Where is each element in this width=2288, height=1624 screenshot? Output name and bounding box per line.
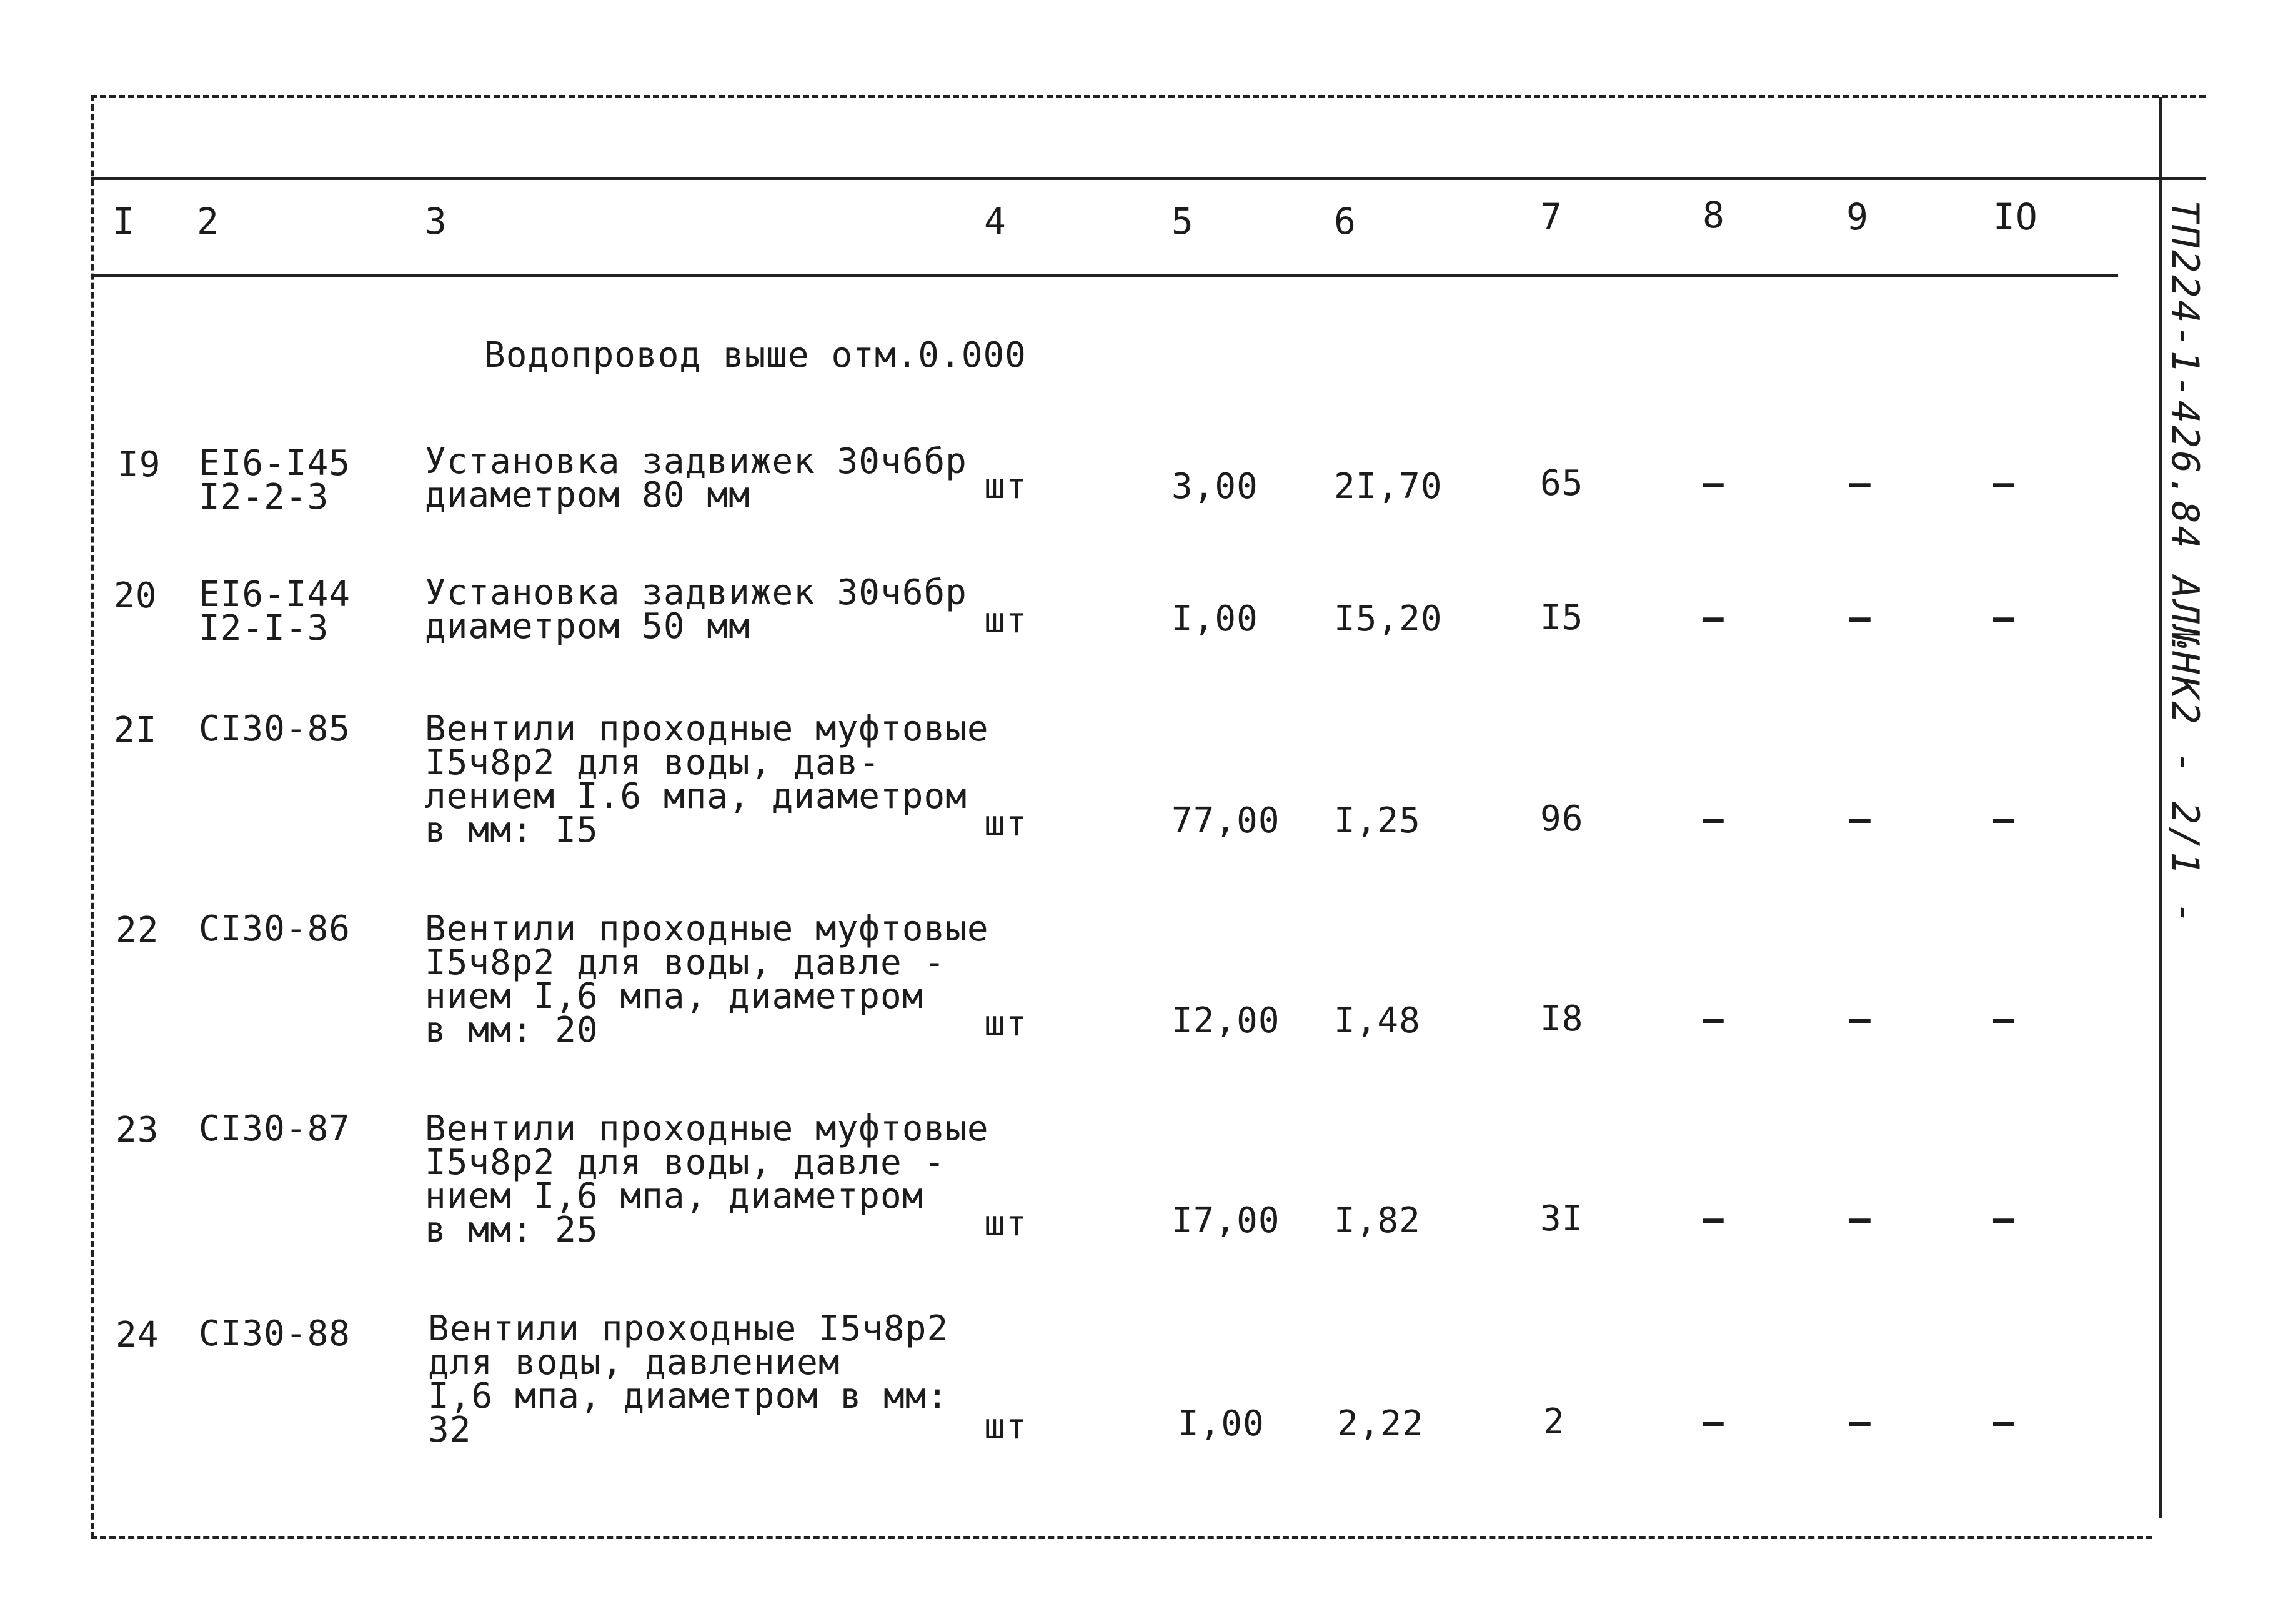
- side-document-code: [2163, 200, 2212, 927]
- row-description-line: диаметром 80 мм: [425, 475, 750, 516]
- col-header-2: 2: [197, 200, 219, 242]
- row-total: I5: [1540, 597, 1584, 638]
- row-quantity: 77,00: [1171, 800, 1280, 841]
- row-code: [199, 1313, 351, 1354]
- row-col8: –: [1703, 799, 1724, 839]
- row-code-line: I2-I-3: [199, 608, 329, 649]
- row-col10: –: [1993, 1402, 2015, 1442]
- row-total: 65: [1540, 463, 1584, 504]
- row-price: I,48: [1334, 1000, 1421, 1041]
- side-document-code-text: ТП224-1-426.84 АЛ№НК2 - 2/1 -: [2163, 200, 2207, 927]
- row-col9: –: [1849, 999, 1871, 1039]
- row-col10: –: [1993, 999, 2015, 1039]
- row-code-line: EI6-I45: [199, 443, 351, 484]
- row-description-line: Вентили проходные муфтовые: [425, 1108, 989, 1149]
- row-quantity: I,00: [1171, 599, 1258, 639]
- frame-left-line: [91, 95, 94, 1538]
- row-unit: шт: [984, 466, 1028, 507]
- row-code: [199, 443, 351, 517]
- frame-top-line: [91, 95, 2159, 98]
- row-col9: –: [1849, 1402, 1871, 1442]
- row-description-line: в мм: 20: [425, 1010, 599, 1050]
- row-description-line: I5ч8р2 для воды, дав-: [425, 742, 881, 783]
- row-description: [425, 441, 967, 516]
- row-unit: шт: [984, 600, 1028, 641]
- row-col9: –: [1849, 463, 1871, 504]
- section-title: Водопровод выше отм.0.000: [484, 335, 1027, 376]
- row-description-line: в мм: I5: [425, 810, 599, 850]
- row-description-line: лением I.6 мпа, диаметром: [425, 776, 967, 817]
- row-description-line: Установка задвижек 30ч6бр: [425, 441, 967, 482]
- row-code: [199, 909, 351, 949]
- row-description-line: в мм: 25: [425, 1210, 599, 1250]
- row-col10: –: [1993, 597, 2015, 638]
- row-code: [199, 1108, 351, 1149]
- row-col8: –: [1703, 1402, 1724, 1442]
- row-number: 23: [116, 1110, 159, 1150]
- col-header-8: 8: [1703, 194, 1725, 236]
- row-price: I,25: [1334, 800, 1421, 841]
- row-total: 96: [1540, 799, 1584, 839]
- row-code: [199, 574, 351, 649]
- col-header-1: I: [112, 200, 135, 242]
- col-header-6: 6: [1334, 200, 1356, 242]
- row-unit: шт: [984, 1004, 1028, 1044]
- row-description-line: Установка задвижек 30ч6бр: [425, 572, 967, 613]
- row-description: [425, 572, 967, 647]
- row-code-line: CI30-86: [199, 909, 351, 949]
- row-description: [428, 1308, 949, 1450]
- row-col10: –: [1993, 463, 2015, 504]
- col-header-10: IO: [1993, 196, 2038, 238]
- row-quantity: I,00: [1178, 1403, 1265, 1444]
- row-col8: –: [1703, 999, 1724, 1039]
- row-description-line: диаметром 50 мм: [425, 606, 750, 647]
- row-col10: –: [1993, 799, 2015, 839]
- frame-top-line-right: [2162, 95, 2206, 98]
- row-total: I8: [1540, 999, 1584, 1039]
- row-description-line: 32: [428, 1410, 472, 1450]
- row-col9: –: [1849, 1198, 1871, 1239]
- row-description: [425, 909, 989, 1050]
- row-quantity: I7,00: [1171, 1200, 1280, 1241]
- row-description-line: I,6 мпа, диаметром в мм:: [428, 1376, 949, 1417]
- row-quantity: I2,00: [1171, 1000, 1280, 1041]
- row-total: 2: [1543, 1402, 1565, 1442]
- row-description-line: для воды, давлением: [428, 1342, 840, 1383]
- row-col9: –: [1849, 799, 1871, 839]
- row-price: 2,22: [1337, 1403, 1424, 1444]
- col-header-5: 5: [1171, 200, 1194, 242]
- row-code-line: CI30-88: [199, 1313, 351, 1354]
- col-header-4: 4: [984, 200, 1007, 242]
- row-code-line: I2-2-3: [199, 477, 329, 517]
- col-header-7: 7: [1540, 196, 1563, 238]
- row-number: 20: [114, 575, 157, 616]
- row-number: 24: [116, 1315, 159, 1355]
- row-price: 2I,70: [1334, 466, 1443, 507]
- row-number: 2I: [114, 710, 157, 750]
- row-description-line: I5ч8р2 для воды, давле -: [425, 942, 946, 983]
- row-description-line: Вентили проходные муфтовые: [425, 709, 989, 749]
- row-description-line: Вентили проходные I5ч8р2: [428, 1308, 949, 1349]
- row-unit: шт: [984, 804, 1028, 844]
- row-price: I,82: [1334, 1200, 1421, 1241]
- row-code-line: EI6-I44: [199, 574, 351, 615]
- col-header-3: 3: [425, 200, 447, 242]
- row-unit: шт: [984, 1407, 1028, 1447]
- row-col8: –: [1703, 463, 1724, 504]
- row-col8: –: [1703, 1198, 1724, 1239]
- row-description: [425, 1108, 989, 1250]
- row-code: [199, 709, 351, 749]
- row-total: 3I: [1540, 1198, 1584, 1239]
- frame-bottom-line: [91, 1536, 2152, 1539]
- row-price: I5,20: [1334, 599, 1443, 639]
- row-number: I9: [117, 444, 161, 485]
- row-number: 22: [116, 910, 159, 950]
- header-bottom-rule: [91, 274, 2118, 277]
- row-code-line: CI30-85: [199, 709, 351, 749]
- row-quantity: 3,00: [1171, 466, 1258, 507]
- col-header-9: 9: [1846, 196, 1869, 238]
- row-col8: –: [1703, 597, 1724, 638]
- header-top-rule: [91, 177, 2206, 180]
- row-unit: шт: [984, 1203, 1028, 1244]
- row-description-line: I5ч8р2 для воды, давле -: [425, 1142, 946, 1183]
- row-description-line: Вентили проходные муфтовые: [425, 909, 989, 949]
- row-description-line: нием I,6 мпа, диаметром: [425, 1176, 924, 1217]
- frame-right-line: [2159, 97, 2162, 1518]
- row-description: [425, 709, 989, 850]
- row-description-line: нием I,6 мпа, диаметром: [425, 976, 924, 1017]
- row-code-line: CI30-87: [199, 1108, 351, 1149]
- row-col9: –: [1849, 597, 1871, 638]
- row-col10: –: [1993, 1198, 2015, 1239]
